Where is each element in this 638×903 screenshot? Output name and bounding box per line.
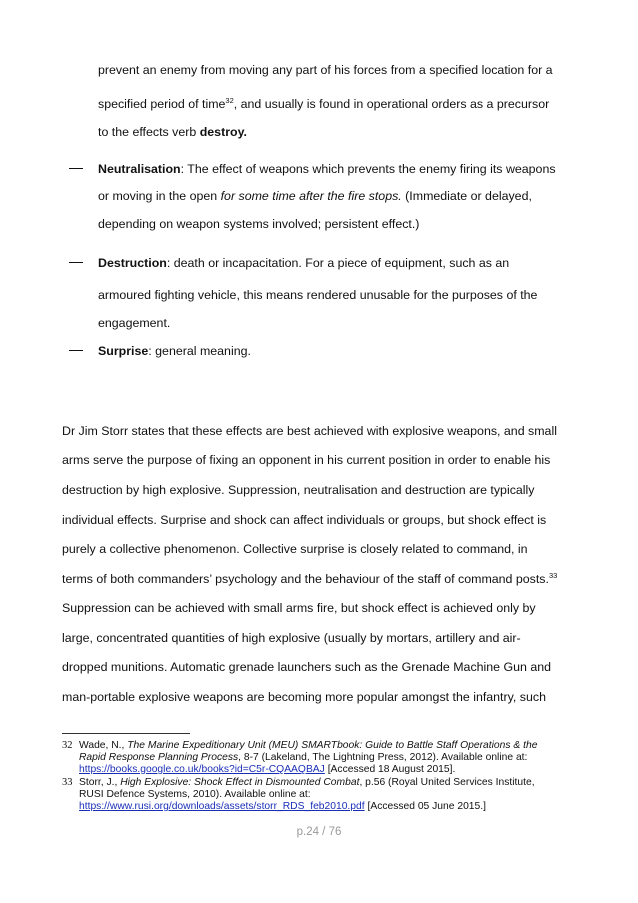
bullet-surprise-line-1: Surprise: general meaning. (98, 344, 251, 358)
footnote-33-link[interactable]: https://www.rusi.org/downloads/assets/storr_RDS_feb2010.pdf (79, 801, 365, 812)
bullet-neutralisation-line-2: or moving in the open for some time after the fire stops. (Immediate or delayed, (98, 189, 532, 203)
paragraph-line: arms serve the purpose of fixing an opponent in his current position in order to enable his (62, 453, 551, 467)
bullet-neutralisation-line-1: Neutralisation: The effect of weapons which prevents the enemy firing its weapons (98, 162, 556, 176)
bullet-dash-icon (69, 262, 83, 263)
footnote-32-line-3: https://books.google.co.uk/books?id=C5r-CQAAQBAJ [Accessed 18 August 2015]. (79, 764, 456, 775)
paragraph-line: large, concentrated quantities of high explosive (usually by mortars, artillery and air- (62, 631, 521, 645)
paragraph-line: destruction by high explosive. Suppression, neutralisation and destruction are typically (62, 483, 535, 497)
continued-item-line-3: to the effects verb destroy. (98, 125, 247, 139)
paragraph-line: terms of both commanders’ psychology and the behaviour of the staff of command posts.$^{33}$ (62, 571, 558, 586)
paragraph-line: dropped munitions. Automatic grenade launchers such as the Grenade Machine Gun and (62, 660, 552, 674)
footnote-32-link[interactable]: https://books.google.co.uk/books?id=C5r-CQAAQBAJ (79, 764, 325, 775)
bullet-dash-icon (69, 168, 83, 169)
footnote-ref-32[interactable]: 32 (225, 96, 234, 105)
bullet-term: Neutralisation (98, 162, 181, 176)
bullet-destruction-line-1: Destruction: death or incapacitation. For a piece of equipment, such as an (98, 256, 510, 270)
bullet-neutralisation-line-3: depending on weapon systems involved; persistent effect.) (98, 217, 420, 231)
footnote-33-line-3: https://www.rusi.org/downloads/assets/storr_RDS_feb2010.pdf [Accessed 05 June 2015.] (79, 801, 486, 812)
continued-item-line-2: specified period of time$^{32}$, and usually is found in operational orders as a precursor (98, 96, 550, 111)
paragraph-line: individual effects. Surprise and shock can affect individuals or groups, but shock effect is (62, 513, 547, 527)
bullet-destruction-line-2: armoured fighting vehicle, this means rendered unusable for the purposes of the (98, 288, 538, 302)
footnote-32-number: 32 (62, 740, 73, 751)
paragraph-line: Suppression can be achieved with small arms fire, but shock effect is achieved only by (62, 601, 536, 615)
bullet-destruction-line-3: engagement. (98, 316, 171, 330)
continued-item-line-1: prevent an enemy from moving any part of his forces from a specified location for a (98, 63, 553, 77)
footnote-separator (62, 733, 190, 734)
page-number: p.24 / 76 (296, 826, 342, 838)
paragraph-line: purely a collective phenomenon. Collective surprise is closely related to command, in (62, 542, 528, 556)
paragraph-line: man-portable explosive weapons are becoming more popular amongst the infantry, such (62, 690, 546, 704)
bullet-term: Destruction (98, 256, 167, 270)
footnote-33-line-1: Storr, J., High Explosive: Shock Effect in Dismounted Combat, p.56 (Royal United Services Institute, (79, 777, 535, 788)
footnote-ref-33[interactable]: 33 (548, 571, 558, 580)
bullet-dash-icon (69, 350, 83, 351)
footnote-32-line-1: Wade, N., The Marine Expeditionary Unit (MEU) SMARTbook: Guide to Battle Staff Operations & the (79, 740, 538, 751)
bullet-term: Surprise (98, 344, 149, 358)
paragraph-line: Dr Jim Storr states that these effects are best achieved with explosive weapons, and small (62, 424, 557, 438)
footnote-33-number: 33 (62, 777, 73, 788)
footnote-32-line-2: Rapid Response Planning Process, 8-7 (Lakeland, The Lightning Press, 2012). Available online at: (79, 752, 528, 763)
footnote-33-line-2: RUSI Defence Systems, 2010). Available online at: (79, 789, 311, 800)
